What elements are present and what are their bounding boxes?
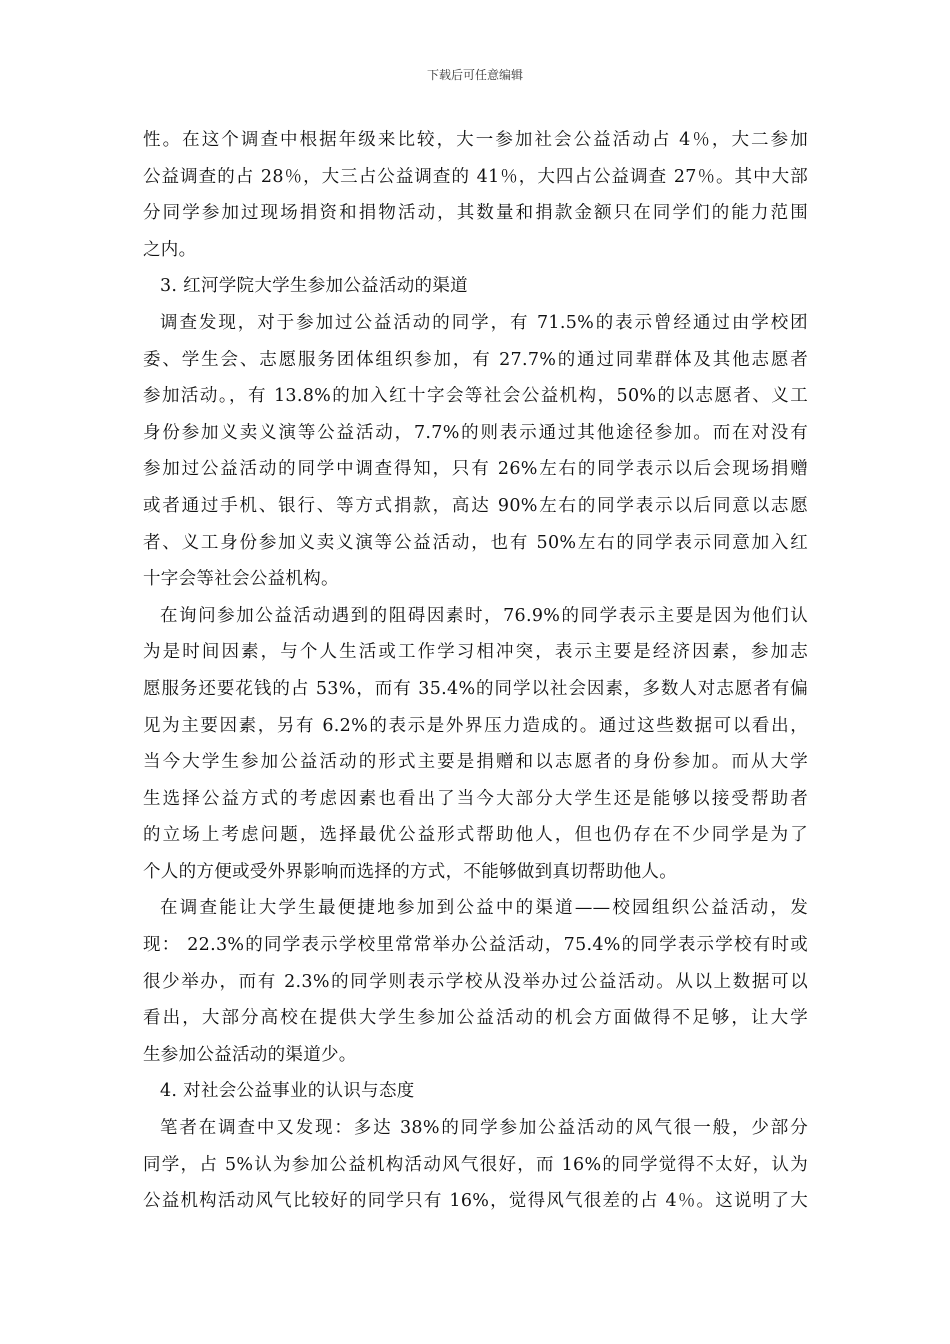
text-line: 个人的方便或受外界影响而选择的方式，不能够做到真切帮助他人。 <box>143 861 677 882</box>
text-line: 参加活动。，有 13.8%的加入红十字会等社会公益机构，50%的以志愿者、义工 <box>143 386 808 407</box>
text-line: 3. 红河学院大学生参加公益活动的渠道 <box>160 276 468 297</box>
text-line: 生参加公益活动的渠道少。 <box>143 1044 357 1065</box>
document-body <box>143 122 808 1220</box>
text-line: 性。在这个调查中根据年级来比较，大一参加社会公益活动占 4％，大二参加 <box>143 130 808 150</box>
text-line: 的立场上考虑问题，选择最优公益形式帮助他人，但也仍存在不少同学是为了 <box>143 825 808 846</box>
text-line: 在询问参加公益活动遇到的阻碍因素时，76.9%的同学表示主要是因为他们认 <box>160 605 808 626</box>
text-line: 当今大学生参加公益活动的形式主要是捐赠和以志愿者的身份参加。而从大学 <box>143 752 808 773</box>
text-line: 现： 22.3%的同学表示学校里常常举办公益活动，75.4%的同学表示学校有时或 <box>143 935 808 956</box>
text-line: 参加过公益活动的同学中调查得知，只有 26%左右的同学表示以后会现场捐赠 <box>143 459 808 480</box>
text-line: 生选择公益方式的考虑因素也看出了当今大部分大学生还是能够以接受帮助者 <box>143 788 808 809</box>
text-line: 之内。 <box>143 239 197 260</box>
text-line: 愿服务还要花钱的占 53%，而有 35.4%的同学以社会因素，多数人对志愿者有偏 <box>143 678 808 699</box>
text-line: 调查发现，对于参加过公益活动的同学，有 71.5%的表示曾经通过由学校团 <box>160 312 808 333</box>
text-line: 公益机构活动风气比较好的同学只有 16%，觉得风气很差的占 4％。这说明了大 <box>143 1191 808 1212</box>
text-line: 者、义工身份参加义卖义演等公益活动，也有 50%左右的同学表示同意加入红 <box>143 532 808 553</box>
text-line: 为是时间因素，与个人生活或工作学习相冲突，表示主要是经济因素，参加志 <box>143 642 808 663</box>
text-line: 同学，占 5%认为参加公益机构活动风气很好，而 16%的同学觉得不太好，认为 <box>143 1154 808 1175</box>
text-line: 委、学生会、志愿服务团体组织参加，有 27.7%的通过同辈群体及其他志愿者 <box>143 349 808 370</box>
text-line: 身份参加义卖义演等公益活动，7.7%的则表示通过其他途径参加。而在对没有 <box>143 422 808 443</box>
page-header: 下载后可任意编辑 <box>426 68 523 82</box>
text-line: 公益调查的占 28％，大三占公益调查的 41％，大四占公益调查 27％。其中大部 <box>143 166 808 187</box>
text-line: 4. 对社会公益事业的认识与态度 <box>160 1081 415 1102</box>
text-line: 分同学参加过现场捐资和捐物活动，其数量和捐款金额只在同学们的能力范围 <box>143 203 808 224</box>
text-line: 笔者在调查中又发现：多达 38%的同学参加公益活动的风气很一般，少部分 <box>160 1118 808 1139</box>
text-line: 十字会等社会公益机构。 <box>143 569 339 590</box>
text-line: 见为主要因素，另有 6.2%的表示是外界压力造成的。通过这些数据可以看出， <box>143 715 808 736</box>
text-line: 或者通过手机、银行、等方式捐款，高达 90%左右的同学表示以后同意以志愿 <box>143 495 808 516</box>
text-line: 在调查能让大学生最便捷地参加到公益中的渠道——校园组织公益活动，发 <box>160 898 808 919</box>
text-line: 看出，大部分高校在提供大学生参加公益活动的机会方面做得不足够，让大学 <box>143 1008 808 1029</box>
text-line: 很少举办，而有 2.3%的同学则表示学校从没举办过公益活动。从以上数据可以 <box>143 971 808 992</box>
